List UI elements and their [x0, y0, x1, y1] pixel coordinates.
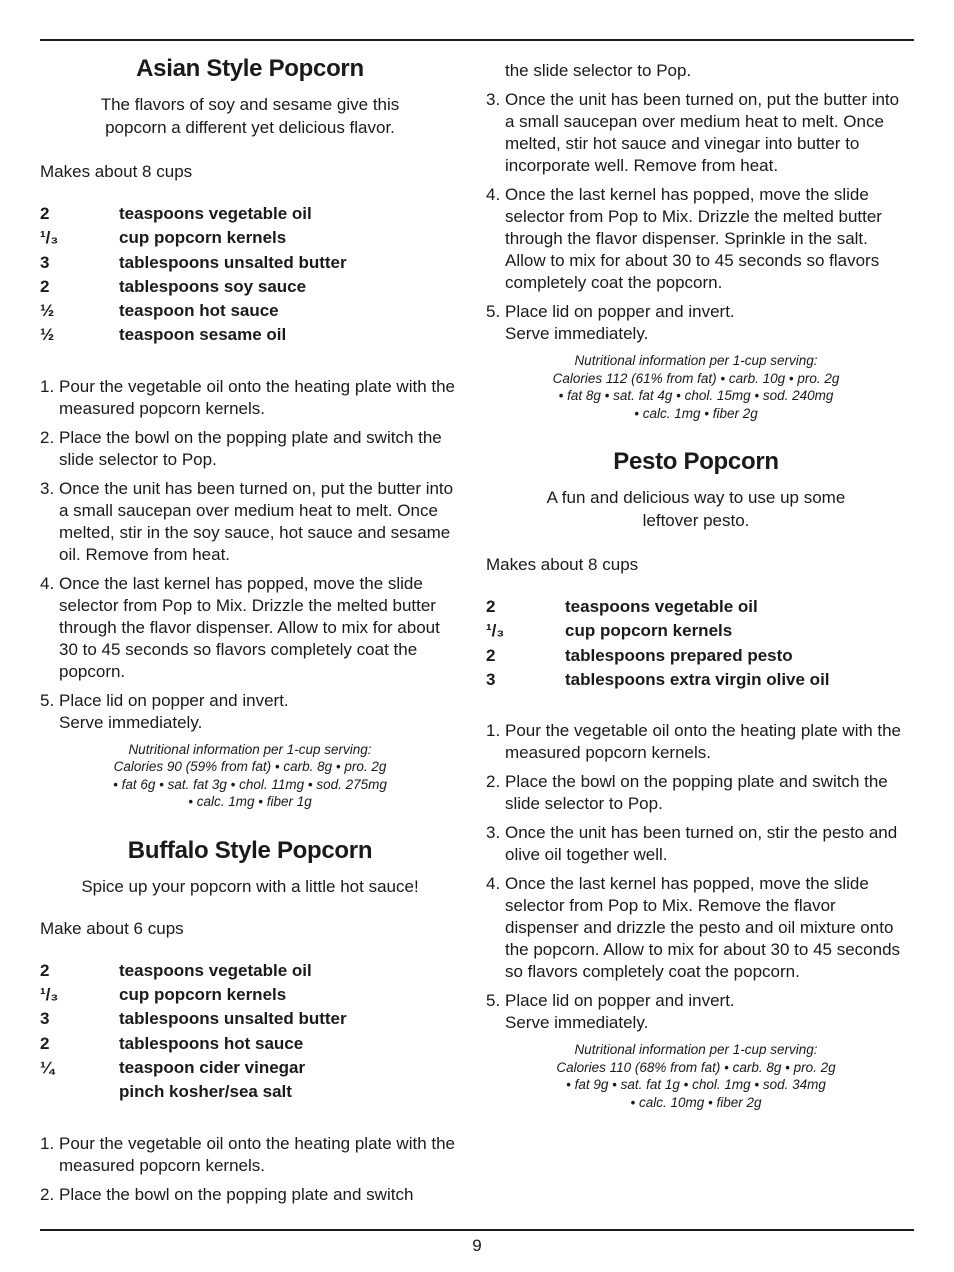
ingredient-list [40, 959, 460, 1105]
ingredient-qty: 2 [486, 645, 496, 665]
step [486, 990, 906, 1034]
nutrition-line: • fat 9g • sat. fat 1g • chol. 1mg • sod. 34mg [566, 1077, 826, 1093]
ingredient-item: teaspoon sesame oil [119, 325, 287, 345]
ingredient-item: tablespoons prepared pesto [565, 645, 793, 665]
asian-recipe [40, 55, 460, 811]
ingredient [40, 202, 460, 226]
step-text-line: Place lid on popper and invert. [505, 302, 735, 321]
buffalo-recipe [40, 837, 460, 1206]
step-text: Pour the vegetable oil onto the heating plate with the measured popcorn kernels. [505, 721, 902, 763]
step-number: 3. [486, 90, 501, 109]
step [486, 301, 906, 345]
ingredient-qty [40, 1080, 119, 1104]
ingredient [486, 668, 906, 692]
ingredient-item: cup popcorn kernels [565, 621, 733, 641]
step [486, 720, 906, 764]
ingredient-qty: 3 [40, 1009, 50, 1029]
nutrition-line: Nutritional information per 1-cup serving: [574, 353, 818, 368]
step [40, 1184, 460, 1206]
step-text: Pour the vegetable oil onto the heating plate with the measured popcorn kernels. [59, 1133, 456, 1175]
buffalo-recipe-continued [486, 60, 906, 422]
page-number: 9 [472, 1236, 482, 1255]
step [40, 478, 460, 566]
step-number: 4. [40, 573, 55, 593]
nutrition-line: Calories 112 (61% from fat) • carb. 10g • pro. 2g [552, 370, 840, 386]
nutrition-line: Calories 90 (59% from fat) • carb. 8g • pro. 2g [113, 759, 387, 775]
ingredient [40, 275, 460, 299]
step-number: 3. [486, 823, 501, 843]
step [486, 60, 906, 82]
step-number: 5. [40, 690, 55, 710]
ingredient-qty: ¹/₃ [40, 228, 59, 248]
step [40, 427, 460, 471]
intro-line: A fun and delicious way to use up some [546, 488, 846, 507]
ingredient [40, 1032, 460, 1056]
left-column [40, 55, 460, 1213]
ingredient-qty: ¹/₃ [40, 985, 59, 1005]
recipe-yield: Make about 6 cups [40, 918, 184, 938]
step-list [40, 1133, 460, 1206]
ingredient [40, 983, 460, 1007]
ingredient-item: tablespoons soy sauce [119, 276, 307, 296]
step [40, 573, 460, 683]
ingredient-item: tablespoons unsalted butter [119, 1009, 347, 1029]
step-text-line: Serve immediately. [59, 712, 203, 732]
step-number: 2. [40, 427, 55, 447]
nutrition-line: • calc. 1mg • fiber 2g [634, 405, 758, 421]
step-text: Place the bowl on the popping plate and switch the slide selector to Pop. [505, 772, 888, 814]
step-text-line: Place lid on popper and invert. [505, 991, 735, 1011]
ingredient [40, 1080, 460, 1104]
ingredient-item: teaspoons vegetable oil [119, 204, 312, 223]
step-text-line: Serve immediately. [505, 324, 649, 343]
step-number: 1. [486, 721, 501, 741]
nutrition-line: • calc. 10mg • fiber 2g [630, 1094, 762, 1110]
ingredient-item: cup popcorn kernels [119, 228, 287, 248]
ingredient [40, 226, 460, 250]
nutrition-info [486, 1041, 906, 1111]
recipe-intro [486, 486, 906, 532]
step [486, 822, 906, 866]
ingredient-item: tablespoons extra virgin olive oil [565, 669, 830, 689]
step-text-line: Serve immediately. [505, 1013, 649, 1033]
step [486, 89, 906, 177]
step-list [486, 60, 906, 345]
ingredient-item: teaspoon hot sauce [119, 301, 279, 321]
intro-line: popcorn a different yet delicious flavor. [105, 118, 395, 137]
step [40, 690, 460, 734]
ingredient-item: cup popcorn kernels [119, 985, 287, 1005]
step-number: 5. [486, 991, 501, 1011]
ingredient-item: tablespoons unsalted butter [119, 252, 347, 272]
nutrition-info [40, 741, 460, 811]
ingredient-qty: ½ [40, 301, 55, 321]
ingredient-qty: 3 [40, 252, 50, 272]
ingredient [40, 1056, 460, 1080]
ingredient-qty: 2 [40, 1033, 50, 1053]
ingredient-qty: 2 [40, 276, 50, 296]
ingredient [486, 644, 906, 668]
ingredient [486, 595, 906, 619]
bottom-rule [40, 1229, 914, 1231]
nutrition-line: • calc. 1mg • fiber 1g [188, 794, 312, 810]
recipe-intro [40, 93, 460, 139]
ingredient [486, 619, 906, 643]
ingredient-item: teaspoons vegetable oil [119, 960, 312, 980]
ingredient-item: tablespoons hot sauce [119, 1033, 304, 1053]
nutrition-line: • fat 8g • sat. fat 4g • chol. 15mg • sod. 240mg [558, 388, 834, 403]
step-text [59, 690, 460, 734]
recipe-title: Asian Style Popcorn [136, 55, 364, 82]
ingredient-qty: ¼ [40, 1057, 55, 1077]
step-text: Place the bowl on the popping plate and switch [59, 1184, 414, 1204]
step-text: Pour the vegetable oil onto the heating plate with the measured popcorn kernels. [59, 376, 456, 418]
nutrition-line: Nutritional information per 1-cup serving: [128, 741, 372, 757]
nutrition-line: • fat 6g • sat. fat 3g • chol. 11mg • sod. 275mg [113, 776, 387, 792]
nutrition-line: Nutritional information per 1-cup serving: [574, 1042, 818, 1058]
intro-line: The flavors of soy and sesame give this [100, 95, 400, 114]
step-text [505, 990, 906, 1034]
ingredient [40, 323, 460, 347]
pesto-recipe [486, 448, 906, 1111]
step-number [486, 60, 505, 82]
nutrition-line: Calories 110 (68% from fat) • carb. 8g • pro. 2g [556, 1059, 836, 1075]
intro-line: Spice up your popcorn with a little hot sauce! [81, 876, 419, 896]
step-number: 3. [40, 478, 55, 498]
step-number: 5. [486, 302, 501, 321]
step [486, 771, 906, 815]
step-text: Once the unit has been turned on, stir the pesto and olive oil together well. [505, 823, 898, 865]
ingredient-item: teaspoon cider vinegar [119, 1057, 306, 1077]
step-text: Once the last kernel has popped, move the slide selector from Pop to Mix. Remove the flavor dispenser and drizzle the pesto and oil mixture onto the popcorn. Allow to mix for about 30 to 45 seconds so flavors completely coat the popcorn. [505, 874, 901, 982]
recipe-yield: Makes about 8 cups [40, 162, 193, 181]
step [40, 1133, 460, 1177]
ingredient-qty: 2 [40, 960, 50, 980]
ingredient-list [40, 202, 460, 348]
step-list [40, 376, 460, 734]
recipe-title: Buffalo Style Popcorn [127, 836, 373, 864]
ingredient-item: teaspoons vegetable oil [565, 597, 758, 616]
intro-line: leftover pesto. [642, 511, 750, 530]
ingredient [40, 959, 460, 983]
ingredient [40, 251, 460, 275]
step [486, 184, 906, 294]
step [486, 873, 906, 983]
recipe-yield: Makes about 8 cups [486, 555, 639, 574]
step-text: Once the unit has been turned on, put the butter into a small saucepan over medium heat to melt. Once melted, stir in the soy sauce, hot sauce and sesame oil. Remove from heat. [59, 478, 454, 564]
step-text: Once the last kernel has popped, move the slide selector from Pop to Mix. Drizzle the melted butter through the flavor dispenser. Allow to mix for about 30 to 45 seconds so flavors completely coat the popcorn. [59, 573, 440, 681]
ingredient-qty: ½ [40, 325, 55, 345]
step-number: 1. [40, 1133, 55, 1153]
step-text: Place the bowl on the popping plate and switch the slide selector to Pop. [59, 427, 442, 469]
ingredient [40, 1007, 460, 1031]
step-text: the slide selector to Pop. [505, 61, 692, 80]
step-number: 1. [40, 376, 55, 396]
step-text-line: Place lid on popper and invert. [59, 690, 289, 710]
recipe-intro [40, 875, 460, 898]
ingredient-qty: 2 [486, 597, 496, 616]
right-column [486, 60, 906, 1111]
nutrition-info [486, 352, 906, 422]
step-number: 2. [40, 1184, 55, 1204]
ingredient-list [486, 595, 906, 692]
step-number: 2. [486, 772, 501, 792]
top-rule [40, 39, 914, 41]
step-number: 4. [486, 185, 501, 204]
ingredient-item: pinch kosher/sea salt [119, 1082, 292, 1102]
step-text: Once the unit has been turned on, put the butter into a small saucepan over medium heat to melt. Once melted, stir hot sauce and vinegar into butter to incorporate well. Remove from heat. [505, 90, 900, 175]
ingredient-qty: 2 [40, 204, 50, 223]
step-list [486, 720, 906, 1034]
ingredient [40, 299, 460, 323]
ingredient-qty: 3 [486, 669, 496, 689]
recipe-title: Pesto Popcorn [613, 448, 779, 475]
step [40, 376, 460, 420]
step-text: Once the last kernel has popped, move the slide selector from Pop to Mix. Drizzle the melted butter through the flavor dispenser. Sprinkle in the salt. Allow to mix for about 30 to 45 seconds so flavors completely coat the popcorn. [505, 185, 882, 292]
ingredient-qty: ¹/₃ [486, 621, 505, 641]
step-number: 4. [486, 874, 501, 894]
step-text [505, 301, 906, 345]
